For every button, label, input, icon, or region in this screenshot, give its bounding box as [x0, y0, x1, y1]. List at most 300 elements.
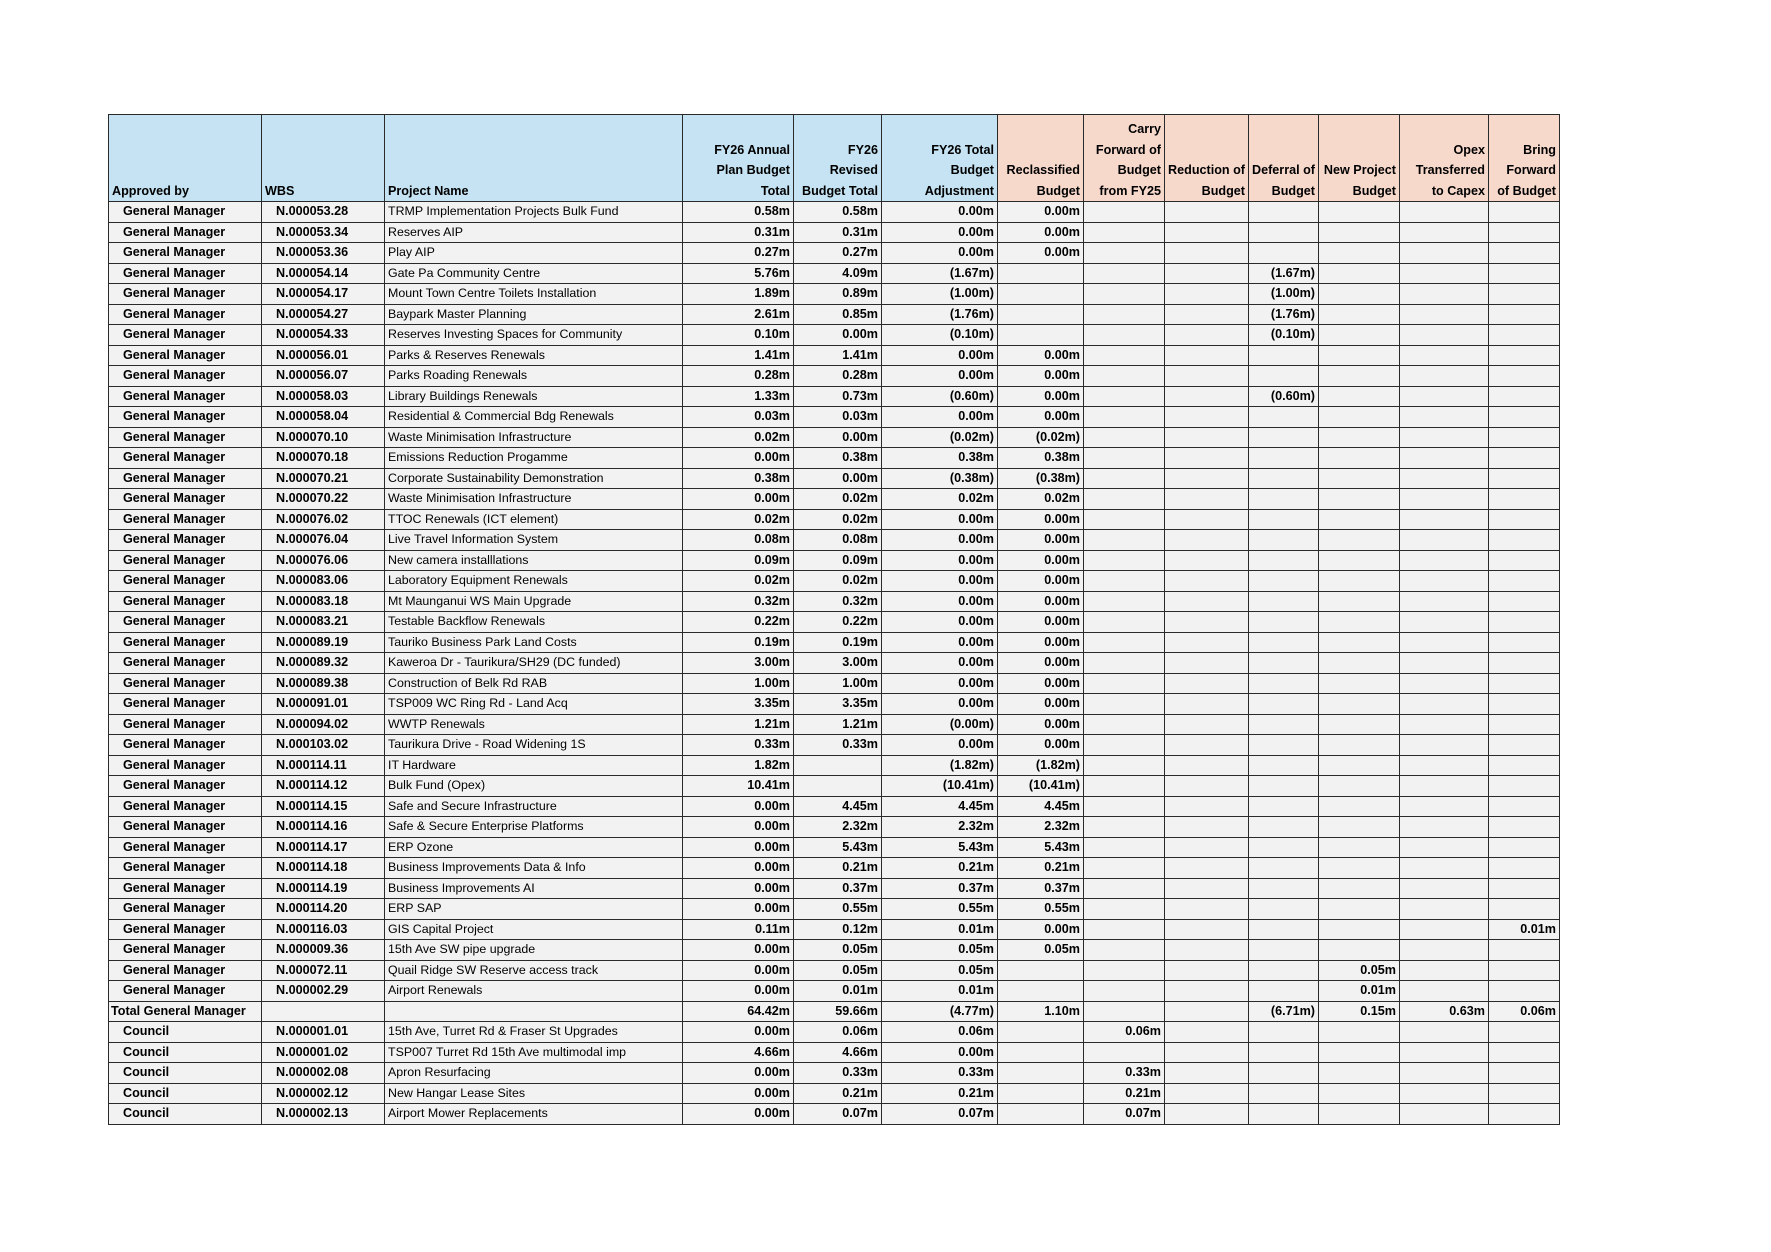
- cell-total-adjustment[interactable]: (0.60m): [882, 386, 998, 407]
- cell-wbs[interactable]: N.000076.04: [262, 530, 385, 551]
- cell-approved-by[interactable]: General Manager: [109, 796, 262, 817]
- cell-total-adjustment[interactable]: (0.10m): [882, 325, 998, 346]
- cell-annual-plan[interactable]: 0.00m: [683, 1022, 794, 1043]
- cell-annual-plan[interactable]: 1.00m: [683, 673, 794, 694]
- cell-wbs[interactable]: N.000083.18: [262, 591, 385, 612]
- cell-reduction[interactable]: [1165, 632, 1249, 653]
- cell-annual-plan[interactable]: 2.61m: [683, 304, 794, 325]
- cell-opex-transferred[interactable]: [1400, 1042, 1489, 1063]
- cell-deferral[interactable]: [1249, 817, 1319, 838]
- cell-total-adjustment[interactable]: 0.00m: [882, 632, 998, 653]
- cell-total-adjustment[interactable]: (1.67m): [882, 263, 998, 284]
- cell-annual-plan[interactable]: 0.22m: [683, 612, 794, 633]
- cell-project-name[interactable]: Residential & Commercial Bdg Renewals: [385, 407, 683, 428]
- cell-reduction[interactable]: [1165, 366, 1249, 387]
- cell-opex-transferred[interactable]: [1400, 960, 1489, 981]
- cell-carry-forward[interactable]: [1084, 222, 1165, 243]
- cell-total-adjustment[interactable]: 0.00m: [882, 653, 998, 674]
- cell-deferral[interactable]: (1.76m): [1249, 304, 1319, 325]
- cell-bring-forward[interactable]: [1489, 468, 1560, 489]
- cell-carry-forward[interactable]: [1084, 1042, 1165, 1063]
- cell-carry-forward[interactable]: [1084, 714, 1165, 735]
- cell-annual-plan[interactable]: 0.33m: [683, 735, 794, 756]
- cell-opex-transferred[interactable]: [1400, 653, 1489, 674]
- cell-total-adjustment[interactable]: 0.00m: [882, 243, 998, 264]
- cell-reclassified[interactable]: 0.37m: [998, 878, 1084, 899]
- cell-wbs[interactable]: N.000083.06: [262, 571, 385, 592]
- cell-total-adjustment[interactable]: 0.00m: [882, 222, 998, 243]
- col-header-wbs[interactable]: WBS: [262, 115, 385, 202]
- cell-annual-plan[interactable]: 0.02m: [683, 571, 794, 592]
- cell-project-name[interactable]: New Hangar Lease Sites: [385, 1083, 683, 1104]
- cell-new-project[interactable]: [1319, 284, 1400, 305]
- cell-wbs[interactable]: N.000001.02: [262, 1042, 385, 1063]
- cell-annual-plan[interactable]: 0.00m: [683, 981, 794, 1002]
- cell-new-project[interactable]: [1319, 817, 1400, 838]
- cell-wbs[interactable]: N.000070.18: [262, 448, 385, 469]
- cell-deferral[interactable]: [1249, 632, 1319, 653]
- cell-annual-plan[interactable]: 0.00m: [683, 796, 794, 817]
- cell-annual-plan[interactable]: 0.00m: [683, 448, 794, 469]
- col-header-approved-by[interactable]: Approved by: [109, 115, 262, 202]
- cell-revised-budget[interactable]: 1.00m: [794, 673, 882, 694]
- cell-total-adjustment[interactable]: 0.00m: [882, 694, 998, 715]
- cell-bring-forward[interactable]: [1489, 325, 1560, 346]
- cell-project-name[interactable]: Library Buildings Renewals: [385, 386, 683, 407]
- cell-approved-by[interactable]: General Manager: [109, 345, 262, 366]
- cell-revised-budget[interactable]: 0.08m: [794, 530, 882, 551]
- cell-approved-by[interactable]: General Manager: [109, 448, 262, 469]
- cell-project-name[interactable]: Business Improvements Data & Info: [385, 858, 683, 879]
- cell-new-project[interactable]: [1319, 837, 1400, 858]
- cell-opex-transferred[interactable]: [1400, 981, 1489, 1002]
- cell-approved-by[interactable]: General Manager: [109, 960, 262, 981]
- cell-bring-forward[interactable]: [1489, 509, 1560, 530]
- cell-bring-forward[interactable]: [1489, 386, 1560, 407]
- cell-revised-budget[interactable]: 0.00m: [794, 427, 882, 448]
- cell-deferral[interactable]: [1249, 530, 1319, 551]
- cell-reduction[interactable]: [1165, 304, 1249, 325]
- cell-approved-by[interactable]: Council: [109, 1104, 262, 1125]
- col-header-reclassified[interactable]: [998, 115, 1084, 202]
- cell-deferral[interactable]: [1249, 694, 1319, 715]
- cell-project-name[interactable]: Bulk Fund (Opex): [385, 776, 683, 797]
- cell-annual-plan[interactable]: 1.89m: [683, 284, 794, 305]
- cell-total-adjustment[interactable]: 4.45m: [882, 796, 998, 817]
- cell-annual-plan[interactable]: 0.00m: [683, 817, 794, 838]
- cell-bring-forward[interactable]: [1489, 263, 1560, 284]
- cell-total-adjustment[interactable]: (0.00m): [882, 714, 998, 735]
- cell-bring-forward[interactable]: [1489, 284, 1560, 305]
- cell-new-project[interactable]: [1319, 468, 1400, 489]
- col-header-annual-plan[interactable]: [683, 115, 794, 202]
- cell-revised-budget[interactable]: 2.32m: [794, 817, 882, 838]
- cell-opex-transferred[interactable]: [1400, 284, 1489, 305]
- cell-revised-budget[interactable]: 0.58m: [794, 202, 882, 223]
- cell-carry-forward[interactable]: [1084, 755, 1165, 776]
- cell-reduction[interactable]: [1165, 571, 1249, 592]
- cell-reduction[interactable]: [1165, 858, 1249, 879]
- cell-reclassified[interactable]: 0.00m: [998, 632, 1084, 653]
- cell-new-project[interactable]: [1319, 263, 1400, 284]
- cell-project-name[interactable]: Apron Resurfacing: [385, 1063, 683, 1084]
- cell-total-adjustment[interactable]: (0.02m): [882, 427, 998, 448]
- cell-new-project[interactable]: [1319, 940, 1400, 961]
- cell-carry-forward[interactable]: [1084, 673, 1165, 694]
- cell-bring-forward[interactable]: [1489, 1022, 1560, 1043]
- cell-bring-forward[interactable]: [1489, 714, 1560, 735]
- cell-reduction[interactable]: [1165, 1042, 1249, 1063]
- cell-reclassified[interactable]: [998, 284, 1084, 305]
- cell-reduction[interactable]: [1165, 1083, 1249, 1104]
- cell-project-name[interactable]: ERP Ozone: [385, 837, 683, 858]
- cell-deferral[interactable]: [1249, 407, 1319, 428]
- cell-wbs[interactable]: N.000089.38: [262, 673, 385, 694]
- cell-approved-by[interactable]: General Manager: [109, 243, 262, 264]
- cell-opex-transferred[interactable]: 0.63m: [1400, 1001, 1489, 1022]
- cell-opex-transferred[interactable]: [1400, 550, 1489, 571]
- cell-opex-transferred[interactable]: [1400, 509, 1489, 530]
- cell-deferral[interactable]: [1249, 243, 1319, 264]
- cell-bring-forward[interactable]: [1489, 899, 1560, 920]
- cell-reduction[interactable]: [1165, 243, 1249, 264]
- cell-project-name[interactable]: Parks Roading Renewals: [385, 366, 683, 387]
- cell-total-adjustment[interactable]: 0.37m: [882, 878, 998, 899]
- cell-bring-forward[interactable]: [1489, 345, 1560, 366]
- cell-project-name[interactable]: Mount Town Centre Toilets Installation: [385, 284, 683, 305]
- cell-wbs[interactable]: N.000002.12: [262, 1083, 385, 1104]
- cell-opex-transferred[interactable]: [1400, 489, 1489, 510]
- cell-bring-forward[interactable]: [1489, 837, 1560, 858]
- cell-reduction[interactable]: [1165, 673, 1249, 694]
- cell-deferral[interactable]: [1249, 1063, 1319, 1084]
- cell-annual-plan[interactable]: 0.27m: [683, 243, 794, 264]
- cell-deferral[interactable]: [1249, 735, 1319, 756]
- cell-annual-plan[interactable]: 3.00m: [683, 653, 794, 674]
- col-header-new-project[interactable]: [1319, 115, 1400, 202]
- cell-wbs[interactable]: N.000114.20: [262, 899, 385, 920]
- cell-deferral[interactable]: [1249, 960, 1319, 981]
- cell-bring-forward[interactable]: [1489, 591, 1560, 612]
- cell-project-name[interactable]: 15th Ave SW pipe upgrade: [385, 940, 683, 961]
- cell-revised-budget[interactable]: 0.27m: [794, 243, 882, 264]
- cell-opex-transferred[interactable]: [1400, 530, 1489, 551]
- cell-reclassified[interactable]: 0.00m: [998, 386, 1084, 407]
- cell-carry-forward[interactable]: [1084, 325, 1165, 346]
- cell-deferral[interactable]: [1249, 776, 1319, 797]
- cell-wbs[interactable]: N.000114.11: [262, 755, 385, 776]
- cell-carry-forward[interactable]: [1084, 243, 1165, 264]
- cell-project-name[interactable]: Reserves Investing Spaces for Community: [385, 325, 683, 346]
- cell-total-adjustment[interactable]: 0.00m: [882, 345, 998, 366]
- cell-new-project[interactable]: [1319, 550, 1400, 571]
- cell-carry-forward[interactable]: [1084, 837, 1165, 858]
- cell-approved-by[interactable]: General Manager: [109, 304, 262, 325]
- cell-approved-by[interactable]: General Manager: [109, 981, 262, 1002]
- cell-reclassified[interactable]: [998, 263, 1084, 284]
- cell-reduction[interactable]: [1165, 468, 1249, 489]
- cell-wbs[interactable]: N.000053.28: [262, 202, 385, 223]
- cell-bring-forward[interactable]: [1489, 489, 1560, 510]
- cell-revised-budget[interactable]: 0.33m: [794, 1063, 882, 1084]
- col-header-reduction[interactable]: [1165, 115, 1249, 202]
- cell-revised-budget[interactable]: [794, 755, 882, 776]
- cell-approved-by[interactable]: General Manager: [109, 899, 262, 920]
- cell-total-adjustment[interactable]: 0.00m: [882, 591, 998, 612]
- cell-carry-forward[interactable]: [1084, 509, 1165, 530]
- cell-carry-forward[interactable]: [1084, 591, 1165, 612]
- cell-opex-transferred[interactable]: [1400, 776, 1489, 797]
- cell-annual-plan[interactable]: 0.00m: [683, 858, 794, 879]
- cell-project-name[interactable]: Construction of Belk Rd RAB: [385, 673, 683, 694]
- cell-project-name[interactable]: Parks & Reserves Renewals: [385, 345, 683, 366]
- cell-revised-budget[interactable]: 0.19m: [794, 632, 882, 653]
- cell-annual-plan[interactable]: 0.00m: [683, 899, 794, 920]
- cell-total-adjustment[interactable]: 0.05m: [882, 940, 998, 961]
- cell-bring-forward[interactable]: [1489, 571, 1560, 592]
- cell-total-adjustment[interactable]: 0.01m: [882, 919, 998, 940]
- cell-reclassified[interactable]: 0.00m: [998, 571, 1084, 592]
- cell-total-adjustment[interactable]: 0.02m: [882, 489, 998, 510]
- cell-opex-transferred[interactable]: [1400, 878, 1489, 899]
- cell-reduction[interactable]: [1165, 325, 1249, 346]
- cell-reduction[interactable]: [1165, 653, 1249, 674]
- cell-annual-plan[interactable]: 0.00m: [683, 837, 794, 858]
- cell-carry-forward[interactable]: [1084, 981, 1165, 1002]
- cell-new-project[interactable]: [1319, 899, 1400, 920]
- cell-reduction[interactable]: [1165, 427, 1249, 448]
- cell-opex-transferred[interactable]: [1400, 263, 1489, 284]
- cell-bring-forward[interactable]: [1489, 673, 1560, 694]
- cell-reduction[interactable]: [1165, 1104, 1249, 1125]
- cell-opex-transferred[interactable]: [1400, 837, 1489, 858]
- cell-annual-plan[interactable]: 5.76m: [683, 263, 794, 284]
- cell-reduction[interactable]: [1165, 202, 1249, 223]
- cell-reclassified[interactable]: 0.00m: [998, 202, 1084, 223]
- cell-bring-forward[interactable]: [1489, 878, 1560, 899]
- cell-carry-forward[interactable]: [1084, 284, 1165, 305]
- cell-revised-budget[interactable]: 59.66m: [794, 1001, 882, 1022]
- cell-approved-by[interactable]: General Manager: [109, 858, 262, 879]
- cell-bring-forward[interactable]: [1489, 448, 1560, 469]
- cell-new-project[interactable]: [1319, 1083, 1400, 1104]
- cell-annual-plan[interactable]: 0.00m: [683, 940, 794, 961]
- cell-reduction[interactable]: [1165, 960, 1249, 981]
- col-header-deferral[interactable]: [1249, 115, 1319, 202]
- cell-revised-budget[interactable]: 0.31m: [794, 222, 882, 243]
- cell-bring-forward[interactable]: 0.06m: [1489, 1001, 1560, 1022]
- cell-opex-transferred[interactable]: [1400, 304, 1489, 325]
- cell-new-project[interactable]: [1319, 919, 1400, 940]
- cell-bring-forward[interactable]: [1489, 776, 1560, 797]
- cell-reduction[interactable]: [1165, 345, 1249, 366]
- cell-new-project[interactable]: [1319, 243, 1400, 264]
- cell-deferral[interactable]: [1249, 427, 1319, 448]
- cell-opex-transferred[interactable]: [1400, 1083, 1489, 1104]
- cell-wbs[interactable]: N.000070.22: [262, 489, 385, 510]
- col-header-bring-forward[interactable]: [1489, 115, 1560, 202]
- cell-carry-forward[interactable]: [1084, 960, 1165, 981]
- cell-new-project[interactable]: [1319, 776, 1400, 797]
- cell-project-name[interactable]: Taurikura Drive - Road Widening 1S: [385, 735, 683, 756]
- cell-project-name[interactable]: Business Improvements AI: [385, 878, 683, 899]
- cell-bring-forward[interactable]: [1489, 222, 1560, 243]
- cell-total-adjustment[interactable]: (10.41m): [882, 776, 998, 797]
- cell-approved-by[interactable]: General Manager: [109, 427, 262, 448]
- cell-annual-plan[interactable]: 0.00m: [683, 489, 794, 510]
- cell-reduction[interactable]: [1165, 735, 1249, 756]
- cell-wbs[interactable]: N.000002.08: [262, 1063, 385, 1084]
- cell-reclassified[interactable]: 0.55m: [998, 899, 1084, 920]
- cell-wbs[interactable]: N.000083.21: [262, 612, 385, 633]
- cell-deferral[interactable]: [1249, 796, 1319, 817]
- cell-wbs[interactable]: N.000114.19: [262, 878, 385, 899]
- cell-revised-budget[interactable]: 4.09m: [794, 263, 882, 284]
- cell-wbs[interactable]: N.000054.14: [262, 263, 385, 284]
- cell-opex-transferred[interactable]: [1400, 735, 1489, 756]
- cell-project-name[interactable]: TTOC Renewals (ICT element): [385, 509, 683, 530]
- cell-approved-by[interactable]: General Manager: [109, 571, 262, 592]
- cell-bring-forward[interactable]: [1489, 427, 1560, 448]
- cell-new-project[interactable]: [1319, 755, 1400, 776]
- cell-bring-forward[interactable]: [1489, 755, 1560, 776]
- cell-total-adjustment[interactable]: (1.82m): [882, 755, 998, 776]
- cell-new-project[interactable]: [1319, 407, 1400, 428]
- cell-reduction[interactable]: [1165, 1001, 1249, 1022]
- cell-reclassified[interactable]: [998, 960, 1084, 981]
- cell-total-adjustment[interactable]: 2.32m: [882, 817, 998, 838]
- cell-annual-plan[interactable]: 0.08m: [683, 530, 794, 551]
- cell-approved-by[interactable]: General Manager: [109, 878, 262, 899]
- cell-revised-budget[interactable]: 0.09m: [794, 550, 882, 571]
- cell-annual-plan[interactable]: 0.00m: [683, 1063, 794, 1084]
- cell-opex-transferred[interactable]: [1400, 243, 1489, 264]
- cell-new-project[interactable]: [1319, 366, 1400, 387]
- cell-reclassified[interactable]: 0.00m: [998, 919, 1084, 940]
- cell-bring-forward[interactable]: [1489, 1104, 1560, 1125]
- cell-wbs[interactable]: N.000089.32: [262, 653, 385, 674]
- cell-approved-by[interactable]: Council: [109, 1063, 262, 1084]
- cell-reduction[interactable]: [1165, 714, 1249, 735]
- cell-reclassified[interactable]: 0.00m: [998, 612, 1084, 633]
- cell-reduction[interactable]: [1165, 776, 1249, 797]
- cell-annual-plan[interactable]: 64.42m: [683, 1001, 794, 1022]
- cell-annual-plan[interactable]: 0.28m: [683, 366, 794, 387]
- cell-new-project[interactable]: [1319, 530, 1400, 551]
- cell-project-name[interactable]: Kaweroa Dr - Taurikura/SH29 (DC funded): [385, 653, 683, 674]
- cell-total-adjustment[interactable]: (1.00m): [882, 284, 998, 305]
- cell-reclassified[interactable]: (10.41m): [998, 776, 1084, 797]
- cell-revised-budget[interactable]: 0.05m: [794, 960, 882, 981]
- cell-approved-by[interactable]: General Manager: [109, 263, 262, 284]
- cell-new-project[interactable]: [1319, 427, 1400, 448]
- cell-carry-forward[interactable]: [1084, 653, 1165, 674]
- cell-total-adjustment[interactable]: 0.21m: [882, 858, 998, 879]
- cell-opex-transferred[interactable]: [1400, 1104, 1489, 1125]
- cell-opex-transferred[interactable]: [1400, 468, 1489, 489]
- cell-total-adjustment[interactable]: 0.00m: [882, 509, 998, 530]
- cell-project-name[interactable]: Airport Mower Replacements: [385, 1104, 683, 1125]
- cell-deferral[interactable]: [1249, 468, 1319, 489]
- cell-opex-transferred[interactable]: [1400, 817, 1489, 838]
- cell-deferral[interactable]: [1249, 878, 1319, 899]
- cell-bring-forward[interactable]: [1489, 1063, 1560, 1084]
- cell-wbs[interactable]: N.000070.21: [262, 468, 385, 489]
- cell-annual-plan[interactable]: 0.02m: [683, 427, 794, 448]
- cell-opex-transferred[interactable]: [1400, 632, 1489, 653]
- cell-reclassified[interactable]: 0.00m: [998, 509, 1084, 530]
- cell-deferral[interactable]: [1249, 345, 1319, 366]
- cell-annual-plan[interactable]: 0.00m: [683, 1083, 794, 1104]
- cell-wbs[interactable]: N.000001.01: [262, 1022, 385, 1043]
- cell-carry-forward[interactable]: [1084, 407, 1165, 428]
- cell-reduction[interactable]: [1165, 530, 1249, 551]
- cell-wbs[interactable]: [262, 1001, 385, 1022]
- cell-new-project[interactable]: [1319, 591, 1400, 612]
- cell-revised-budget[interactable]: 0.02m: [794, 489, 882, 510]
- cell-deferral[interactable]: [1249, 858, 1319, 879]
- cell-deferral[interactable]: [1249, 673, 1319, 694]
- cell-wbs[interactable]: N.000058.04: [262, 407, 385, 428]
- cell-carry-forward[interactable]: [1084, 735, 1165, 756]
- cell-reduction[interactable]: [1165, 837, 1249, 858]
- cell-annual-plan[interactable]: 0.02m: [683, 509, 794, 530]
- cell-wbs[interactable]: N.000072.11: [262, 960, 385, 981]
- cell-revised-budget[interactable]: 0.01m: [794, 981, 882, 1002]
- cell-approved-by[interactable]: General Manager: [109, 468, 262, 489]
- cell-revised-budget[interactable]: 0.00m: [794, 325, 882, 346]
- cell-approved-by[interactable]: General Manager: [109, 940, 262, 961]
- cell-wbs[interactable]: N.000116.03: [262, 919, 385, 940]
- cell-total-adjustment[interactable]: 0.00m: [882, 550, 998, 571]
- cell-approved-by[interactable]: General Manager: [109, 284, 262, 305]
- cell-project-name[interactable]: Reserves AIP: [385, 222, 683, 243]
- cell-new-project[interactable]: [1319, 304, 1400, 325]
- cell-total-adjustment[interactable]: 0.38m: [882, 448, 998, 469]
- cell-carry-forward[interactable]: 0.33m: [1084, 1063, 1165, 1084]
- cell-total-adjustment[interactable]: 0.55m: [882, 899, 998, 920]
- cell-reclassified[interactable]: [998, 325, 1084, 346]
- cell-carry-forward[interactable]: 0.21m: [1084, 1083, 1165, 1104]
- cell-reclassified[interactable]: 0.00m: [998, 222, 1084, 243]
- cell-approved-by[interactable]: Total General Manager: [109, 1001, 262, 1022]
- cell-annual-plan[interactable]: 0.32m: [683, 591, 794, 612]
- cell-revised-budget[interactable]: 0.02m: [794, 509, 882, 530]
- cell-new-project[interactable]: [1319, 878, 1400, 899]
- cell-new-project[interactable]: [1319, 222, 1400, 243]
- cell-new-project[interactable]: [1319, 202, 1400, 223]
- cell-opex-transferred[interactable]: [1400, 612, 1489, 633]
- cell-opex-transferred[interactable]: [1400, 448, 1489, 469]
- cell-deferral[interactable]: (1.00m): [1249, 284, 1319, 305]
- cell-wbs[interactable]: N.000091.01: [262, 694, 385, 715]
- cell-reclassified[interactable]: 0.00m: [998, 653, 1084, 674]
- cell-deferral[interactable]: [1249, 919, 1319, 940]
- cell-reduction[interactable]: [1165, 1022, 1249, 1043]
- cell-approved-by[interactable]: General Manager: [109, 837, 262, 858]
- cell-total-adjustment[interactable]: 0.00m: [882, 673, 998, 694]
- cell-reclassified[interactable]: 0.00m: [998, 673, 1084, 694]
- cell-bring-forward[interactable]: [1489, 653, 1560, 674]
- cell-revised-budget[interactable]: 0.37m: [794, 878, 882, 899]
- cell-opex-transferred[interactable]: [1400, 694, 1489, 715]
- cell-carry-forward[interactable]: [1084, 632, 1165, 653]
- cell-bring-forward[interactable]: [1489, 202, 1560, 223]
- cell-reclassified[interactable]: 0.00m: [998, 345, 1084, 366]
- cell-carry-forward[interactable]: [1084, 796, 1165, 817]
- cell-bring-forward[interactable]: [1489, 981, 1560, 1002]
- cell-project-name[interactable]: GIS Capital Project: [385, 919, 683, 940]
